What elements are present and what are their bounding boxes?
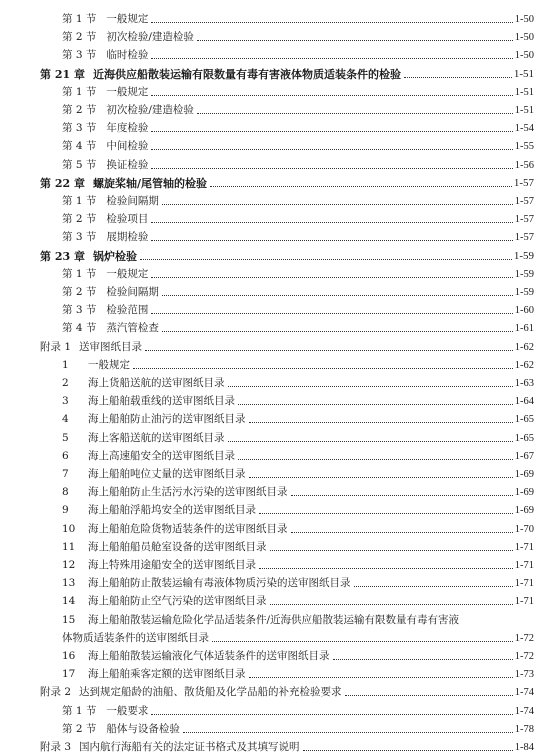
dot-leader xyxy=(270,604,513,605)
toc-entry[interactable] xyxy=(62,353,534,372)
entry-title: 海上船舶吨位丈量的送审图纸目录 xyxy=(88,468,246,480)
entry-label: 第 2 节 xyxy=(62,286,97,298)
entry-title: 海上船舶防止油污的送审图纸目录 xyxy=(88,413,246,426)
toc-entry[interactable] xyxy=(62,280,534,299)
entry-page-number: 1-50 xyxy=(514,14,534,25)
entry-label: 2 xyxy=(62,377,69,389)
dot-leader xyxy=(151,22,512,23)
entry-label: 第 2 节 xyxy=(62,722,97,735)
entry-page-number: 1-57 xyxy=(513,176,534,189)
entry-label: 第 2 节 xyxy=(62,104,97,116)
entry-page-number: 1-74 xyxy=(514,705,534,717)
toc-entry[interactable] xyxy=(62,189,534,208)
entry-label: 附录 1 xyxy=(40,340,72,353)
dot-leader xyxy=(249,422,513,423)
entry-page-number: 1-84 xyxy=(514,742,534,753)
entry-page-number: 1-59 xyxy=(513,249,534,262)
toc-entry[interactable] xyxy=(62,407,534,426)
entry-title: 检验项目 xyxy=(106,213,149,226)
dot-leader xyxy=(133,368,513,369)
entry-label: 13 xyxy=(62,577,76,590)
dot-leader xyxy=(238,404,513,405)
entry-title: 海上特殊用途船安全的送审图纸目录 xyxy=(88,559,256,571)
dot-leader xyxy=(140,259,512,260)
toc-entry[interactable] xyxy=(62,498,534,517)
entry-title: 海上船舶载重线的送审图纸目录 xyxy=(88,395,235,408)
entry-label: 7 xyxy=(62,468,69,480)
entry-label: 第 3 节 xyxy=(62,122,97,135)
entry-page-number: 1-50 xyxy=(514,50,534,62)
toc-entry[interactable] xyxy=(62,389,534,408)
entry-label: 第 5 节 xyxy=(62,158,97,171)
entry-page-number: 1-62 xyxy=(514,341,534,353)
toc-entry[interactable] xyxy=(62,480,534,499)
entry-label: 17 xyxy=(62,668,76,681)
entry-page-number: 1-65 xyxy=(514,432,534,444)
dot-leader xyxy=(270,550,513,551)
toc-entry[interactable] xyxy=(62,98,534,117)
toc-entry[interactable] xyxy=(62,626,534,645)
entry-title: 送审图纸目录 xyxy=(79,340,143,353)
toc-entry[interactable] xyxy=(62,298,534,317)
entry-title: 海上船舶散装运输危险化学品适装条件/近海供应船散装运输有限数量有毒有害液 xyxy=(88,613,460,626)
dot-leader xyxy=(210,186,512,187)
entry-page-number: 1-59 xyxy=(514,268,534,280)
dot-leader xyxy=(303,750,513,751)
toc-entry[interactable] xyxy=(62,644,534,663)
entry-label: 1 xyxy=(62,358,69,371)
entry-page-number: 1-71 xyxy=(514,578,534,590)
entry-title: 检验间隔期 xyxy=(106,195,159,207)
entry-title: 海上船舶危险货物适装条件的送审图纸目录 xyxy=(88,522,288,535)
entry-label: 第 1 节 xyxy=(62,85,97,98)
dot-leader xyxy=(259,568,513,569)
toc-appendix[interactable] xyxy=(40,335,534,354)
entry-page-number: 1-61 xyxy=(514,323,534,335)
toc-entry[interactable] xyxy=(62,589,534,608)
entry-label: 5 xyxy=(62,431,69,444)
entry-page-number: 1-69 xyxy=(514,487,534,499)
entry-label: 第 4 节 xyxy=(62,322,97,335)
dot-leader xyxy=(151,168,512,169)
dot-leader xyxy=(151,149,512,150)
toc-entry[interactable] xyxy=(62,43,534,62)
entry-label: 第 2 节 xyxy=(62,31,97,44)
entry-title: 蒸汽管检查 xyxy=(106,322,159,335)
dot-leader xyxy=(183,732,513,733)
entry-label: 第 3 节 xyxy=(62,49,97,62)
entry-title: 海上客船送航的送审图纸目录 xyxy=(88,431,225,444)
entry-page-number: 1-67 xyxy=(514,450,534,462)
entry-title: 中间检验 xyxy=(106,140,149,153)
toc-entry[interactable] xyxy=(62,153,534,172)
entry-label: 14 xyxy=(62,595,76,608)
dot-leader xyxy=(162,331,513,332)
entry-title: 船体与设备检验 xyxy=(106,722,180,735)
entry-label: 第 1 节 xyxy=(62,195,97,207)
entry-page-number: 1-69 xyxy=(514,469,534,480)
entry-label: 第 3 节 xyxy=(62,304,97,317)
entry-label: 附录 2 xyxy=(40,686,72,699)
toc-entry[interactable] xyxy=(62,316,534,335)
entry-label: 9 xyxy=(62,504,69,517)
toc-chapter[interactable] xyxy=(40,62,534,81)
toc-entry[interactable] xyxy=(62,535,534,554)
entry-page-number: 1-72 xyxy=(514,632,534,644)
entry-title: 海上船舶浮船坞安全的送审图纸目录 xyxy=(88,504,256,517)
toc-chapter[interactable] xyxy=(40,244,534,263)
dot-leader xyxy=(249,677,513,678)
entry-label: 第 1 节 xyxy=(62,267,97,280)
entry-page-number: 1-78 xyxy=(514,723,534,735)
dot-leader xyxy=(151,131,512,132)
entry-label: 8 xyxy=(62,486,69,499)
entry-page-number: 1-70 xyxy=(514,523,534,535)
entry-title: 海上船舶防止散装运输有毒液体物质污染的送审图纸目录 xyxy=(88,577,351,590)
entry-page-number: 1-65 xyxy=(514,414,534,426)
toc-chapter[interactable] xyxy=(40,171,534,190)
entry-title: 海上船舶防止生活污水污染的送审图纸目录 xyxy=(88,486,288,499)
toc-entry[interactable] xyxy=(62,225,534,244)
dot-leader xyxy=(151,58,512,59)
entry-title: 年度检验 xyxy=(106,122,149,135)
dot-leader xyxy=(291,532,513,533)
entry-title: 展期检验 xyxy=(106,231,149,244)
entry-title: 初次检验/建造检验 xyxy=(106,104,194,116)
entry-title: 一般规定 xyxy=(88,358,130,371)
dot-leader xyxy=(197,113,513,114)
dot-leader xyxy=(228,386,513,387)
dot-leader xyxy=(228,441,513,442)
entry-page-number: 1-55 xyxy=(514,141,534,153)
entry-title: 检验范围 xyxy=(106,304,149,317)
toc-entry[interactable] xyxy=(62,134,534,153)
dot-leader xyxy=(249,477,513,478)
entry-label: 16 xyxy=(62,650,76,662)
dot-leader xyxy=(212,641,513,642)
toc-entry[interactable] xyxy=(62,699,534,718)
dot-leader xyxy=(151,240,512,241)
entry-label: 4 xyxy=(62,413,69,426)
dot-leader xyxy=(197,40,513,41)
entry-title: 海上船舶乘客定额的送审图纸目录 xyxy=(88,668,246,681)
dot-leader xyxy=(345,695,513,696)
entry-page-number: 1-56 xyxy=(514,159,534,171)
entry-label: 第 21 章 xyxy=(40,67,85,81)
toc-entry[interactable] xyxy=(62,7,534,26)
entry-title: 达到规定船龄的油船、散货船及化学品船的补充检验要求 xyxy=(79,686,342,699)
toc-entry[interactable] xyxy=(62,80,534,99)
toc-entry[interactable] xyxy=(62,371,534,390)
entry-title: 锅炉检验 xyxy=(92,249,137,263)
entry-label: 第 3 节 xyxy=(62,231,97,244)
entry-page-number: 1-73 xyxy=(514,669,534,681)
entry-title: 国内航行海船有关的法定证书格式及其填写说明 xyxy=(79,741,300,753)
entry-title: 海上船舶船员舱室设备的送审图纸目录 xyxy=(88,540,267,553)
entry-label: 第 23 章 xyxy=(40,249,85,263)
entry-title: 初次检验/建造检验 xyxy=(106,31,194,44)
entry-label: 第 1 节 xyxy=(62,13,97,25)
entry-label: 12 xyxy=(62,559,76,571)
toc-entry[interactable] xyxy=(62,662,534,681)
entry-page-number: 1-71 xyxy=(514,560,534,571)
entry-label: 第 4 节 xyxy=(62,140,97,153)
dot-leader xyxy=(151,313,512,314)
entry-title: 临时检验 xyxy=(106,49,149,62)
entry-title: 海上船舶防止空气污染的送审图纸目录 xyxy=(88,595,267,608)
entry-page-number: 1-63 xyxy=(514,378,534,389)
dot-leader xyxy=(151,714,512,715)
entry-title: 一般要求 xyxy=(106,704,149,717)
entry-label: 附录 3 xyxy=(40,741,72,753)
entry-title: 海上高速船安全的送审图纸目录 xyxy=(88,449,235,462)
entry-title: 近海供应船散装运输有限数量有毒有害液体物质适装条件的检验 xyxy=(92,67,401,81)
entry-page-number: 1-51 xyxy=(513,67,534,80)
dot-leader xyxy=(333,659,513,660)
entry-title-continued: 体物质适装条件的送审图纸目录 xyxy=(62,631,209,644)
entry-page-number: 1-57 xyxy=(514,232,534,244)
dot-leader xyxy=(291,495,513,496)
entry-page-number: 1-57 xyxy=(514,214,534,226)
dot-leader xyxy=(162,204,513,205)
entry-page-number: 1-59 xyxy=(514,287,534,298)
entry-page-number: 1-71 xyxy=(514,541,534,553)
toc-entry[interactable] xyxy=(62,207,534,226)
entry-title: 海上船舶散装运输液化气体适装条件的送审图纸目录 xyxy=(88,650,330,662)
dot-leader xyxy=(162,295,513,296)
entry-page-number: 1-51 xyxy=(514,105,534,116)
entry-page-number: 1-69 xyxy=(514,505,534,517)
dot-leader xyxy=(151,277,512,278)
toc-entry[interactable] xyxy=(62,553,534,572)
toc-entry[interactable] xyxy=(62,25,534,44)
entry-label: 3 xyxy=(62,395,69,408)
dot-leader xyxy=(259,513,513,514)
dot-leader xyxy=(404,77,512,78)
entry-title: 螺旋桨轴/尾管轴的检验 xyxy=(92,176,207,190)
entry-title: 海上货船送航的送审图纸目录 xyxy=(88,377,225,389)
dot-leader xyxy=(145,350,513,351)
toc-entry[interactable] xyxy=(62,571,534,590)
entry-title: 一般规定 xyxy=(106,85,149,98)
toc-entry[interactable] xyxy=(62,462,534,481)
entry-page-number: 1-62 xyxy=(514,359,534,371)
entry-title: 换证检验 xyxy=(106,158,149,171)
entry-label: 第 1 节 xyxy=(62,704,97,717)
toc-appendix[interactable] xyxy=(40,735,534,754)
dot-leader xyxy=(151,95,512,96)
entry-label: 10 xyxy=(62,522,76,535)
entry-page-number: 1-57 xyxy=(514,196,534,207)
dot-leader xyxy=(354,586,513,587)
toc-entry[interactable] xyxy=(62,426,534,445)
entry-label: 第 2 节 xyxy=(62,213,97,226)
entry-label: 11 xyxy=(62,540,76,553)
entry-page-number: 1-64 xyxy=(514,396,534,408)
entry-page-number: 1-74 xyxy=(514,687,534,699)
toc-entry[interactable] xyxy=(62,116,534,135)
entry-page-number: 1-60 xyxy=(514,305,534,317)
toc-appendix[interactable] xyxy=(40,680,534,699)
dot-leader xyxy=(238,459,513,460)
entry-title: 检验间隔期 xyxy=(106,286,159,298)
entry-page-number: 1-51 xyxy=(514,86,534,98)
toc-entry[interactable] xyxy=(62,517,534,536)
entry-label: 6 xyxy=(62,449,69,462)
entry-page-number: 1-54 xyxy=(514,123,534,135)
entry-page-number: 1-72 xyxy=(514,651,534,662)
entry-label: 第 22 章 xyxy=(40,176,85,190)
entry-page-number: 1-50 xyxy=(514,32,534,44)
entry-title: 一般规定 xyxy=(106,13,149,25)
entry-label: 15 xyxy=(62,613,76,626)
entry-title: 一般规定 xyxy=(106,267,149,280)
toc-entry[interactable] xyxy=(62,717,534,736)
dot-leader xyxy=(151,222,512,223)
entry-page-number: 1-71 xyxy=(514,596,534,608)
toc-entry-line[interactable] xyxy=(62,608,459,627)
toc-entry[interactable] xyxy=(62,262,534,281)
toc-entry[interactable] xyxy=(62,444,534,463)
